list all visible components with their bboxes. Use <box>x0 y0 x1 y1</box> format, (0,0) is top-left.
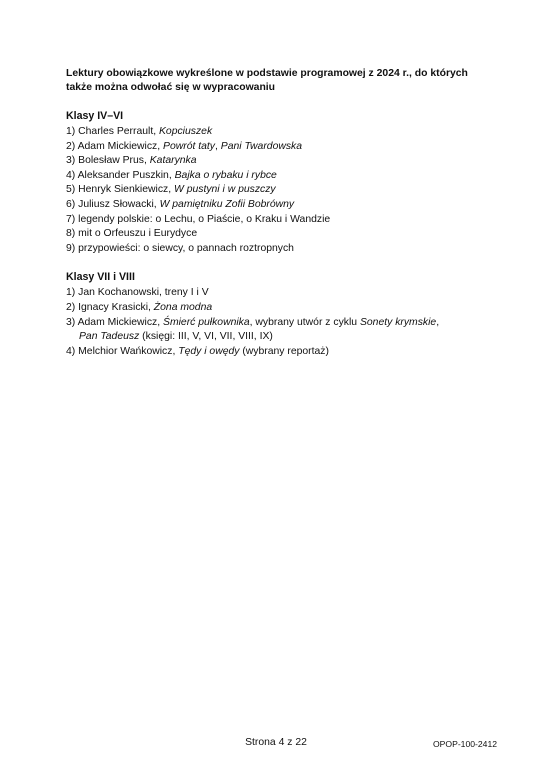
list-item: 8) mit o Orfeuszu i Eurydyce <box>66 228 198 240</box>
list-item: 3) Adam Mickiewicz, Śmierć pułkownika, wybrany utwór z cyklu Sonety krymskie, Pan Tadeusz (księgi: III, V, VI, VII, VIII, IX) <box>66 316 486 345</box>
list-item: 6) Juliusz Słowacki, W pamiętniku Zofii Bobrówny <box>66 198 295 210</box>
list-item: 4) Aleksander Puszkin, Bajka o rybaku i rybce <box>66 169 277 181</box>
section-title: Klasy VII i VIII <box>66 271 135 284</box>
list-item: 2) Ignacy Krasicki, Żona modna <box>66 301 213 313</box>
document-content <box>66 67 486 359</box>
list-item-continuation: Pan Tadeusz (księgi: III, V, VI, VII, VIII, IX) <box>79 331 273 343</box>
list-item: 7) legendy polskie: o Lechu, o Piaście, o Kraku i Wandzie <box>66 213 331 225</box>
section-grades-7-8 <box>66 270 486 359</box>
reading-list <box>66 125 486 256</box>
list-item: 9) przypowieści: o siewcy, o pannach roztropnych <box>66 242 294 254</box>
heading-line-2: także można odwołać się w wypracowaniu <box>66 82 276 93</box>
list-item: 3) Bolesław Prus, Katarynka <box>66 155 197 167</box>
section-title: Klasy IV–VI <box>66 110 124 122</box>
list-item: 2) Adam Mickiewicz, Powrót taty, Pani Twardowska <box>66 140 303 152</box>
list-item: 5) Henryk Sienkiewicz, W pustyni i w puszczy <box>66 184 276 196</box>
list-item: 1) Charles Perrault, Kopciuszek <box>66 126 213 137</box>
list-item: 4) Melchior Wańkowicz, Tędy i owędy (wybrany reportaż) <box>66 345 329 357</box>
list-item: 1) Jan Kochanowski, treny I i V <box>66 287 209 299</box>
document-heading <box>66 67 486 95</box>
reading-list <box>66 286 486 359</box>
page-number: Strona 4 z 22 <box>245 737 307 748</box>
document-code: OPOP-100-2412 <box>432 739 497 749</box>
section-grades-4-6 <box>66 109 486 256</box>
heading-line-1: Lektury obowiązkowe wykreślone w podstawie programowej z 2024 r., do których <box>66 68 468 79</box>
